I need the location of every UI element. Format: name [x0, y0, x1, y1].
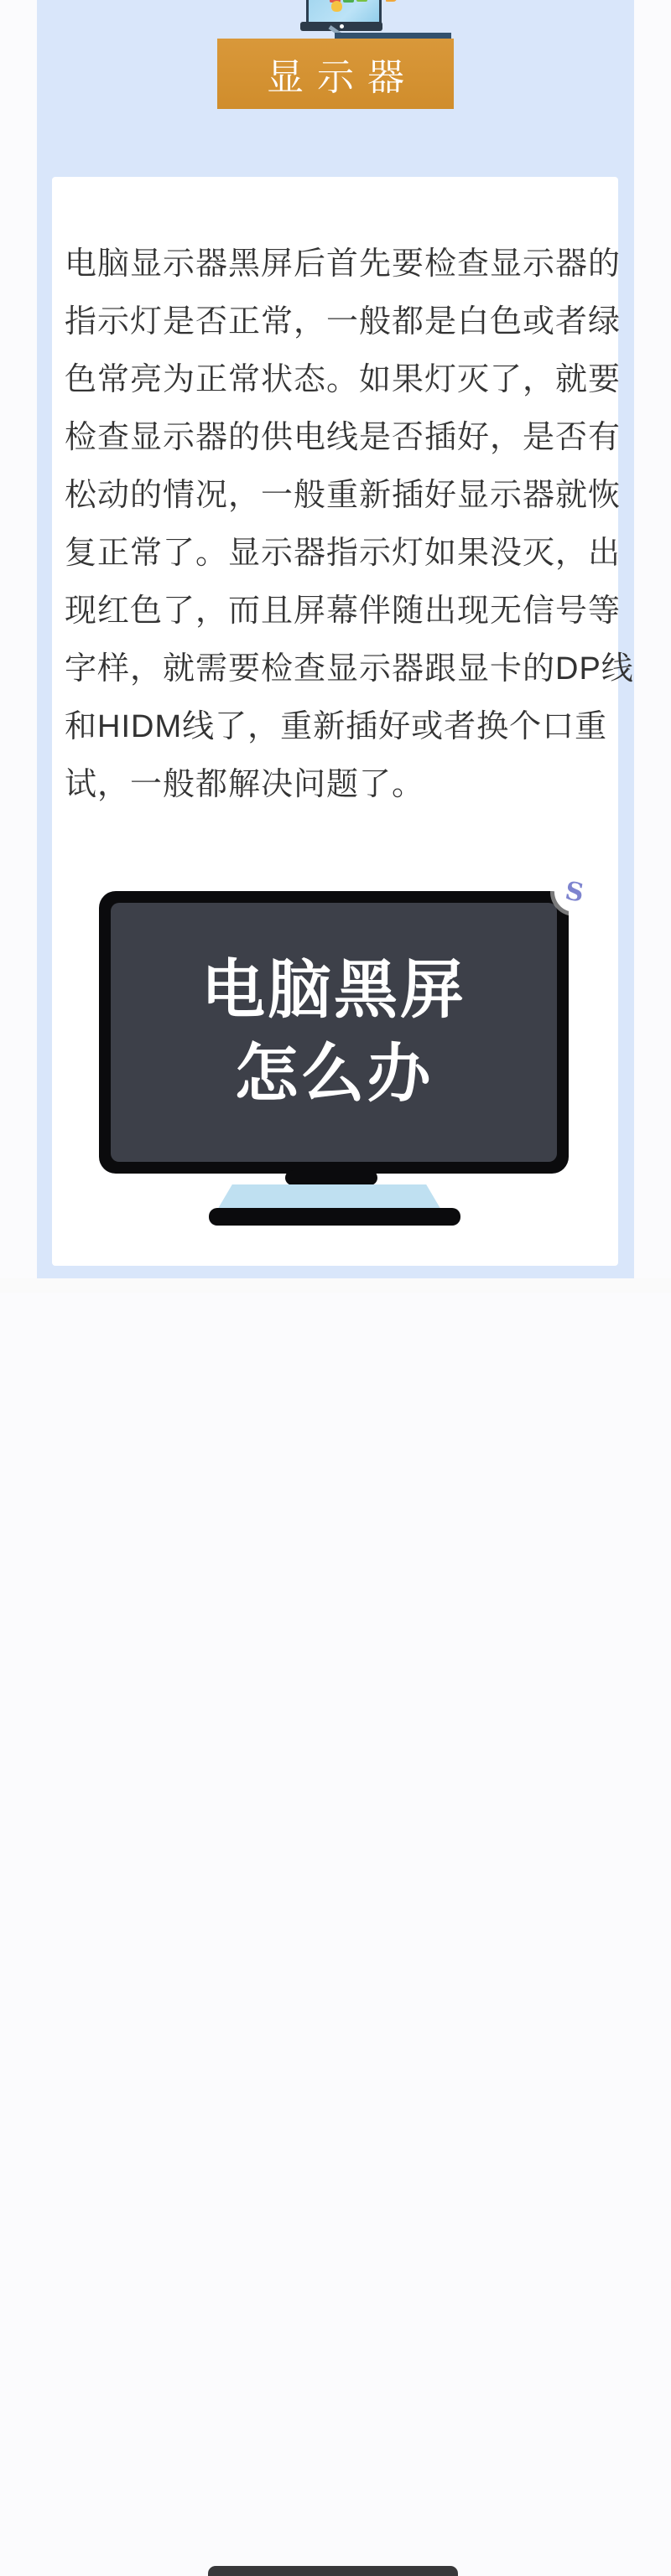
paragraph-line: 电脑显示器黑屏后首先要检查显示器的	[65, 246, 622, 282]
paragraph-line: 字样，就需要检查显示器跟显卡的DP线	[65, 651, 634, 687]
s-curve-share-icon: S	[563, 875, 586, 909]
paragraph-line: 复正常了。显示器指示灯如果没灭，出	[65, 536, 622, 571]
paragraph-line: 指示灯是否正常，一般都是白色或者绿	[65, 304, 622, 339]
share-badge-button[interactable]	[554, 872, 595, 912]
next-figure-top-edge	[208, 2566, 458, 2576]
paragraph-line: 和HIDM线了，重新插好或者换个口重	[65, 709, 608, 744]
monitor-screen	[111, 903, 557, 1162]
laptop-webcam-dot	[340, 24, 344, 29]
next-section-strip	[0, 1278, 671, 1293]
monitor-illustration[interactable]	[99, 891, 571, 1226]
paragraph-line: 色常亮为正常状态。如果灯灭了，就要	[65, 362, 622, 397]
paragraph-line: 现红色了，而且屏幕伴随出现无信号等	[65, 593, 622, 629]
logo-light-green-square	[356, 0, 367, 2]
monitor-foot-bar	[209, 1208, 460, 1226]
monitor-frame	[99, 891, 569, 1174]
article-paragraph	[65, 236, 634, 814]
paragraph-line: 试，一般都解决问题了。	[65, 767, 425, 802]
section-title: 显示器	[267, 57, 418, 98]
figure-caption-line2: 怎么办	[234, 1038, 434, 1110]
paragraph-line: 检查显示器的供电线是否插好，是否有	[65, 420, 622, 455]
logo-green-square	[343, 0, 354, 3]
laptop-bezel-shape	[300, 22, 382, 31]
paragraph-line: 松动的情况，一般重新插好显示器就恢	[65, 478, 622, 513]
section-title-banner	[217, 39, 454, 109]
figure-caption-line1: 电脑黑屏	[201, 954, 466, 1026]
article-card	[52, 177, 634, 1266]
logo-yellow-bell	[331, 1, 342, 12]
